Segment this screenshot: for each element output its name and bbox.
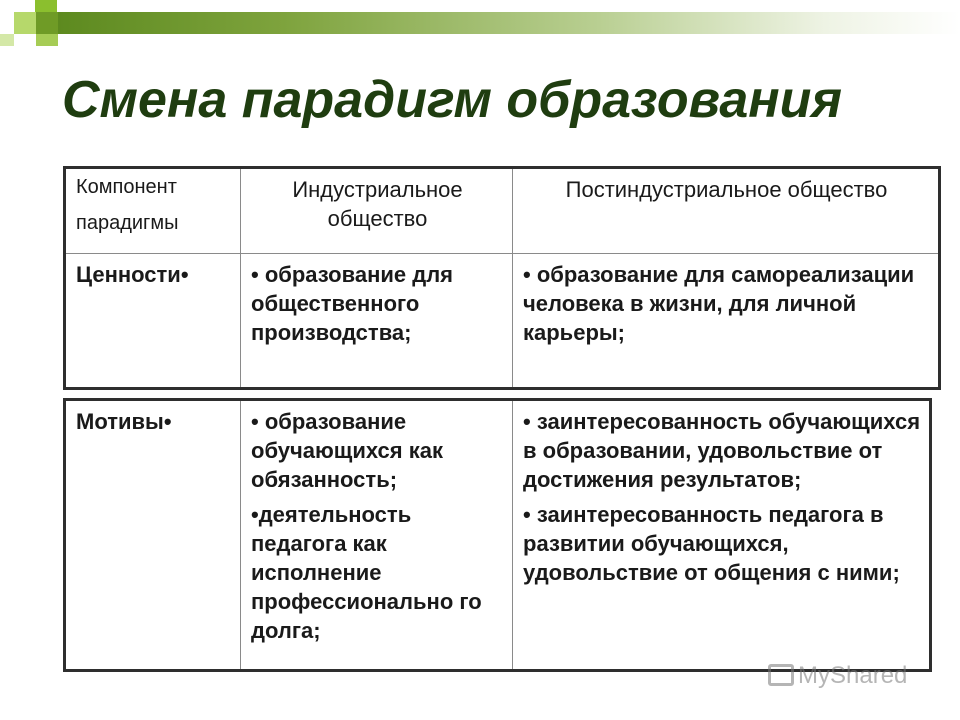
watermark-text: MyShared xyxy=(798,662,908,689)
motives-postindustrial-item: • заинтересованность обучающихся в образовании, удовольствие от достижения результатов; xyxy=(523,409,921,492)
header-component-cell xyxy=(65,168,241,254)
motives-postindustrial-cell xyxy=(513,400,931,671)
paradigm-table-bottom xyxy=(63,398,932,672)
header-gradient-band xyxy=(58,12,960,34)
decor-square xyxy=(36,12,58,34)
values-industrial-cell xyxy=(241,254,513,389)
values-postindustrial-item: • образование для самореализации человека в жизни, для личной карьеры; xyxy=(523,262,915,345)
watermark xyxy=(768,658,938,694)
row-label-motives: Мотивы• xyxy=(65,400,241,671)
motives-industrial-item: • образование обучающихся как обязанность; xyxy=(251,409,443,492)
values-postindustrial-cell xyxy=(513,254,940,389)
decor-square xyxy=(14,12,36,34)
decor-square xyxy=(0,34,14,46)
header-component-line2: парадигмы xyxy=(76,212,179,234)
header-industrial: Индустриальное общество xyxy=(241,168,513,254)
myshared-logo-icon xyxy=(768,664,794,686)
table-header-row xyxy=(65,168,940,254)
slide-title: Смена парадигм образования xyxy=(62,71,843,129)
table-row-motives xyxy=(65,400,931,671)
header-postindustrial: Постиндустриальное общество xyxy=(513,168,940,254)
row-label-values: Ценности• xyxy=(65,254,241,389)
header-component-line1: Компонент xyxy=(76,176,177,198)
paradigm-table-top xyxy=(63,166,941,390)
motives-postindustrial-item: • заинтересованность педагога в развитии обучающихся, удовольствие от общения с ними; xyxy=(523,502,900,585)
table-row-values xyxy=(65,254,940,389)
values-industrial-item: • образование для общественного производства; xyxy=(251,262,454,345)
motives-industrial-cell xyxy=(241,400,513,671)
motives-industrial-item: •деятельность педагога как исполнение профессионально го долга; xyxy=(251,502,482,643)
decor-square xyxy=(35,0,57,12)
decor-square xyxy=(36,34,58,46)
